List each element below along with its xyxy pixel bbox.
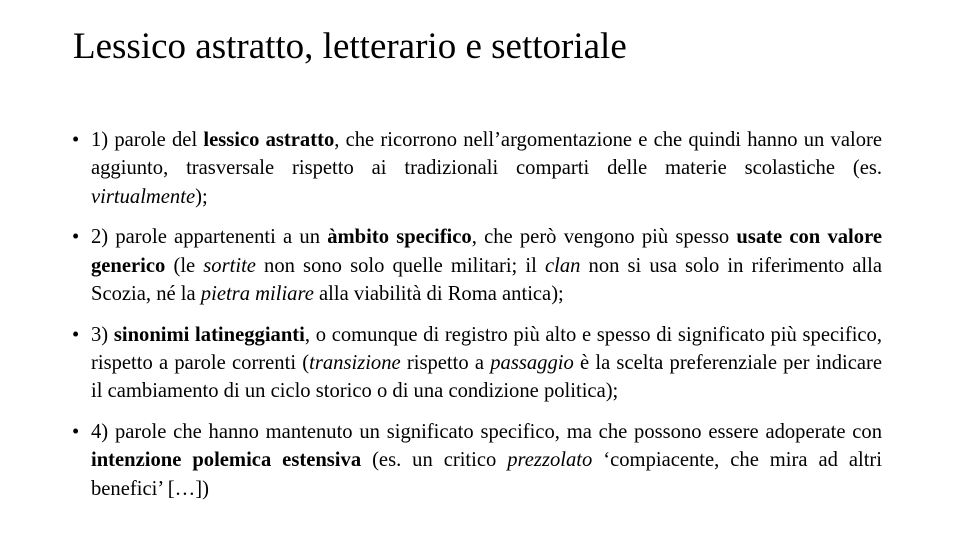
bold-term: lessico astratto bbox=[203, 129, 335, 151]
bullet-marker: • bbox=[72, 129, 80, 151]
bold-term: intenzione polemica estensiva bbox=[91, 449, 362, 472]
bullet-text: 1) parole del bbox=[91, 129, 204, 151]
bold-term: usate con valore generico bbox=[91, 226, 882, 277]
bullet-text: , che però vengono più spesso bbox=[471, 226, 737, 249]
bullet-text: ‘compiacente, che mira ad altri benefici’ […]) bbox=[91, 449, 882, 500]
bullet-marker: • bbox=[72, 421, 80, 444]
bullet-marker: • bbox=[72, 323, 80, 346]
bold-term: àmbito specifico bbox=[327, 226, 472, 249]
italic-example: virtualmente bbox=[91, 185, 196, 208]
italic-example: transizione bbox=[309, 352, 401, 375]
bullet-text: non sono solo quelle militari; il bbox=[255, 254, 545, 277]
bullet-text: 3) bbox=[91, 323, 114, 346]
bullet-text: rispetto a bbox=[400, 352, 491, 375]
bullet-text: , o comunque di registro più alto e spesso di significato più specifico, rispetto a parole correnti ( bbox=[91, 323, 883, 375]
bullet-text: 4) parole che hanno mantenuto un significato specifico, ma che possono essere adoperate con bbox=[91, 421, 882, 444]
slide-title: Lessico astratto, letterario e settoriale bbox=[73, 26, 627, 67]
bullet-text: 2) parole appartenenti a un bbox=[91, 226, 328, 249]
bullet-text: è la scelta preferenziale per indicare il cambiamento di un ciclo storico o di una condizione politica); bbox=[91, 352, 883, 403]
bullet-text: alla viabilità di Roma antica); bbox=[313, 282, 564, 305]
bullet-item bbox=[72, 321, 882, 406]
italic-example: clan bbox=[544, 254, 581, 277]
bullet-text: (es. un critico bbox=[361, 449, 508, 472]
bullet-text: non si usa solo in riferimento alla Scozia, né la bbox=[91, 254, 882, 305]
bullet-text: (le bbox=[165, 254, 204, 277]
bullet-marker: • bbox=[72, 226, 80, 249]
italic-example: sortite bbox=[203, 254, 256, 277]
italic-example: pietra miliare bbox=[200, 282, 314, 305]
bullet-item bbox=[72, 126, 882, 211]
bold-term: sinonimi latineggianti bbox=[113, 323, 305, 346]
bullet-item bbox=[72, 223, 882, 308]
italic-example: passaggio bbox=[490, 352, 574, 375]
bullet-item bbox=[72, 418, 882, 503]
bullet-list bbox=[72, 126, 882, 516]
bullet-text: ); bbox=[195, 185, 208, 208]
bullet-text: , che ricorrono nell’argomentazione e che quindi hanno un valore aggiunto, trasversale rispetto ai tradizionali comparti delle materie scolastiche (es. bbox=[91, 129, 882, 180]
italic-example: prezzolato bbox=[507, 449, 593, 472]
